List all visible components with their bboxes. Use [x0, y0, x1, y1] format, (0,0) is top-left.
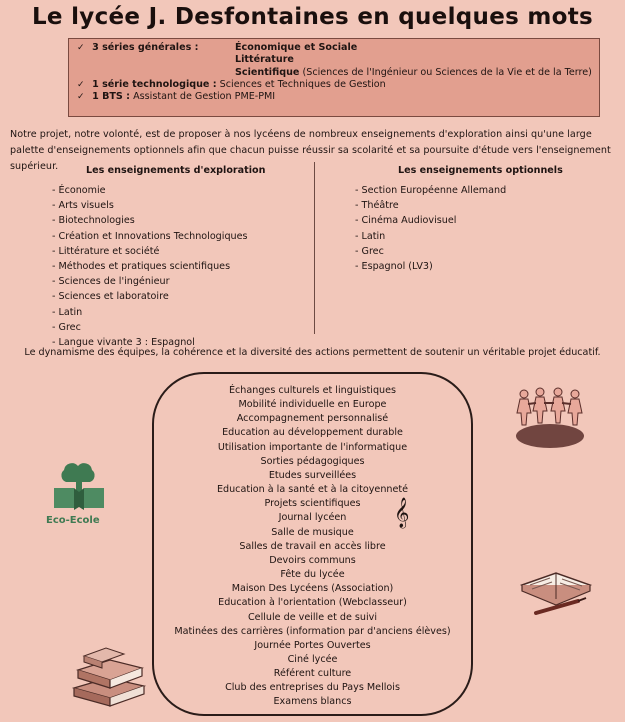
series-generales-label: 3 séries générales :: [92, 42, 199, 53]
list-item: - Création et Innovations Technologiques: [52, 229, 248, 244]
action-item: Référent culture: [273, 668, 352, 680]
action-item: Accompagnement personnalisé: [236, 413, 389, 425]
action-item: Utilisation importante de l'informatique: [217, 441, 408, 453]
action-item: Maison Des Lycéens (Association): [231, 583, 394, 595]
action-item: Etudes surveillées: [268, 469, 357, 481]
series-bts-label: 1 BTS :: [92, 91, 131, 103]
action-item: Salle de musique: [271, 526, 354, 538]
list-item: - Économie: [52, 183, 248, 198]
series-litterature: Littérature: [235, 54, 294, 66]
series-litt-row: [77, 54, 599, 66]
list-item: - Biotechnologies: [52, 213, 248, 228]
series-bts-value: Assistant de Gestion PME-PMI: [133, 91, 276, 103]
action-item: Journée Portes Ouvertes: [254, 639, 371, 651]
action-item: Education à l'orientation (Webclasseur): [218, 597, 407, 609]
action-item: Devoirs communs: [269, 554, 356, 566]
action-item: Ciné lycée: [287, 653, 338, 665]
list-item: - Grec: [355, 244, 506, 259]
exploration-title: Les enseignements d'exploration: [86, 165, 266, 176]
action-item: Education au développement durable: [222, 427, 403, 439]
action-item: Matinées des carrières (information par d'anciens élèves): [174, 625, 451, 637]
list-item: - Cinéma Audiovisuel: [355, 213, 506, 228]
series-scientifique: Scientifique: [235, 66, 300, 78]
list-item: - Latin: [355, 229, 506, 244]
series-techno-row: [77, 79, 599, 91]
dynamisme-text: Le dynamisme des équipes, la cohérence et la diversité des actions permettent de soutenir un véritable projet éducatif.: [24, 347, 601, 358]
list-item: - Grec: [52, 320, 248, 335]
exploration-list: [52, 183, 248, 350]
check-icon: ✓: [77, 79, 85, 90]
list-item: - Sciences de l'ingénieur: [52, 274, 248, 289]
optionnels-list: [355, 183, 506, 274]
action-item: Journal lycéen: [278, 512, 347, 524]
list-item: - Méthodes et pratiques scientifiques: [52, 259, 248, 274]
list-item: - Latin: [52, 305, 248, 320]
eco-ecole-label: Eco-Ecole: [46, 515, 100, 526]
series-techno-label: 1 série technologique :: [92, 78, 217, 90]
list-item: - Sciences et laboratoire: [52, 289, 248, 304]
list-item: - Arts visuels: [52, 198, 248, 213]
action-item: Education à la santé et à la citoyenneté: [216, 484, 409, 496]
series-scientifique-detail: (Sciences de l'Ingénieur ou Sciences de la Vie et de la Terre): [302, 66, 592, 78]
list-item: - Section Européenne Allemand: [355, 183, 506, 198]
series-bts-row: [77, 91, 599, 103]
actions-list: [152, 384, 473, 710]
list-item: - Espagnol (LV3): [355, 259, 506, 274]
people-circle-icon: [510, 384, 590, 454]
action-item: Examens blancs: [273, 696, 352, 708]
list-item: - Littérature et société: [52, 244, 248, 259]
series-techno-value: Sciences et Techniques de Gestion: [219, 78, 386, 90]
column-divider: [314, 162, 315, 334]
action-item: Fête du lycée: [280, 569, 345, 581]
action-item: Mobilité individuelle en Europe: [238, 399, 387, 411]
music-note-icon: 𝄞: [394, 498, 410, 528]
series-box: [68, 38, 600, 117]
action-item: Club des entreprises du Pays Mellois: [225, 682, 400, 694]
notebook-pen-icon: [516, 565, 598, 623]
series-sci-row: [77, 67, 599, 79]
action-item: Cellule de veille et de suivi: [247, 611, 378, 623]
action-item: Échanges culturels et linguistiques: [228, 385, 397, 396]
list-item: - Langue vivante 3 : Espagnol: [52, 335, 248, 350]
list-item: - Théâtre: [355, 198, 506, 213]
action-item: Salles de travail en accès libre: [239, 540, 386, 552]
check-icon: ✓: [77, 92, 85, 103]
action-item: Sorties pédagogiques: [260, 455, 365, 467]
intro-paragraph: Notre projet, notre volonté, est de proposer à nos lycéens de nombreux enseignements d'exploration ainsi qu'une large palette d'enseignements optionnels afin que chacun puisse réussir sa scolarité et sa poursuite d'étude vers l'enseignement supérieur.: [10, 129, 611, 172]
series-ecosoc: Économique et Sociale: [235, 42, 358, 53]
page-title: Le lycée J. Desfontaines en quelques mots: [31, 4, 594, 30]
series-generales-row: [77, 42, 599, 54]
books-stack-icon: [68, 644, 150, 710]
check-icon: ✓: [77, 43, 85, 53]
action-item: Projets scientifiques: [264, 498, 361, 510]
optionnels-title: Les enseignements optionnels: [398, 165, 563, 176]
